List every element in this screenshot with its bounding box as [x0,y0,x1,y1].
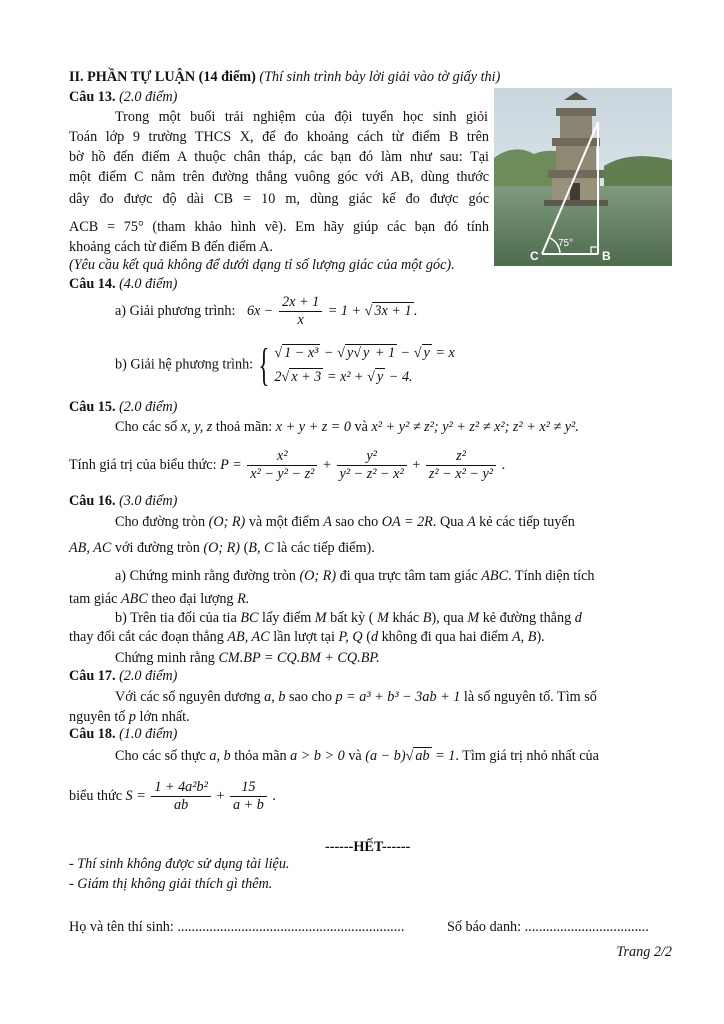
note-1: - Thí sinh không được sử dụng tài liệu. [69,856,290,872]
point-c-label: C [530,249,539,263]
candidate-name-field: Họ và tên thí sinh: ................................................................ [69,919,405,935]
point-b-label: B [602,249,611,263]
end-mark: ------HẾT------ [325,839,411,855]
candidate-number-field: Số báo danh: ................................... [447,919,649,935]
page-number: Trang 2/2 [616,944,672,960]
q18-heading: Câu 18. (1.0 điểm) [69,726,178,742]
q13-line-3: bờ hồ đến điểm A thuộc chân tháp, các bạn đó làm như sau: Tại [69,149,489,165]
q16-a-line-1: a) Chứng minh rằng đường tròn (O; R) đi qua trực tâm tam giác ABC. Tính diện tích [115,568,595,584]
q14-a: a) Giải phương trình: 6x − $\frac{2x + 1}{x}$ = 1 + √ 3x + 1 . [115,294,418,328]
q18-line-1: Cho các số thực a, b thỏa mãn a > b > 0 và (a − b)√ ab = 1. Tìm giá trị nhỏ nhất của [115,748,599,764]
q15-heading: Câu 15. (2.0 điểm) [69,399,178,415]
q16-line-2: AB, AC với đường tròn (O; R) (B, C là các tiếp điểm). [69,540,375,556]
q14-a-fraction: $\frac{2x + 1}{x}$ [279,294,322,329]
q17-line-1: Với các số nguyên dương a, b sao cho p = a³ + b³ − 3ab + 1 là số nguyên tố. Tìm số [115,689,597,705]
q13-line-7: khoảng cách từ điểm B đến điểm A. [69,239,273,255]
q18-line-2: biểu thức S = $\frac{\text{1 + 4a²b²}}{ab}$ + $\frac{15}{a + b}$ . [69,779,276,813]
tower-photo-figure [494,88,672,266]
q16-b-line-2: thay đổi cắt các đoạn thẳng AB, AC lần lượt tại P, Q (d không đi qua hai điểm A, B). [69,629,545,645]
section-note: (Thí sinh trình bày lời giải vào tờ giấy thi) [259,69,501,85]
q13-note: (Yêu cầu kết quả không để dưới dạng tỉ số lượng giác của một góc). [69,257,455,273]
q17-heading: Câu 17. (2.0 điểm) [69,668,178,684]
section-title: II. PHẦN TỰ LUẬN (14 điểm) [69,69,256,85]
q16-line-1: Cho đường tròn (O; R) và một điểm A sao cho OA = 2R. Qua A kẻ các tiếp tuyến [115,514,575,530]
q13-line-2: Toán lớp 9 trường THCS X, để đo khoảng cách từ điểm B trên [69,129,489,145]
q15-expression: Tính giá trị của biểu thức: P = $\frac{\text{x²}}{\text{x² − y² − z²}}$ + $\frac{\text{y²}}{\text{y² − z² − x²}}$ + $\frac{\text{z²}}{\text{z² − x² − y²}}$ . [69,448,506,482]
q16-b-line-3: Chứng minh rằng CM.BP = CQ.BM + CQ.BP. [115,650,380,666]
q14-a-text: a) Giải phương trình: [115,302,236,319]
q13-line-5: dây đo được độ dài CB = 10 m, dùng giác kế đo được góc [69,191,489,207]
q16-b-line-1: b) Trên tia đối của tia BC lấy điểm M bất kỳ ( M khác B), qua M kẻ đường thẳng d [115,610,582,626]
q14-b-text: b) Giải hệ phương trình: [115,356,254,373]
q13-points: (2.0 điểm) [119,89,178,105]
q14-b: b) Giải hệ phương trình: { √ 1 − x³ − √ y√ y + 1 − √ y = x 2√ x + 3 = x² + √ y − 4. [115,339,455,390]
q15-conditions: Cho các số x, y, z thoả mãn: x + y + z = 0 và x² + y² ≠ z²; y² + z² ≠ x²; z² + x² ≠ y². [115,419,579,435]
q13-line-1: Trong một buổi trải nghiệm của đội tuyển học sinh giỏi [115,109,488,125]
q13-line-6: ACB = 75° (tham khảo hình vẽ). Em hãy giúp các bạn đó tính [69,219,489,235]
q16-heading: Câu 16. (3.0 điểm) [69,493,178,509]
q13-label: Câu 13. [69,89,116,105]
q13-line-4: một điểm C nằm trên đường thẳng vuông góc với AB, dùng thước [69,169,489,185]
q14-b-system: √ 1 − x³ − √ y√ y + 1 − √ y = x 2√ x + 3 = x² + √ y − 4. [274,345,455,385]
q14-heading: Câu 14. (4.0 điểm) [69,276,178,292]
q16-a-line-2: tam giác ABC theo đại lượng R. [69,591,250,607]
q13-heading [69,88,177,107]
note-2: - Giám thị không giải thích gì thêm. [69,876,273,892]
q17-line-2: nguyên tố p lớn nhất. [69,709,190,725]
angle-label: 75° [558,238,574,249]
section-header [69,68,500,87]
